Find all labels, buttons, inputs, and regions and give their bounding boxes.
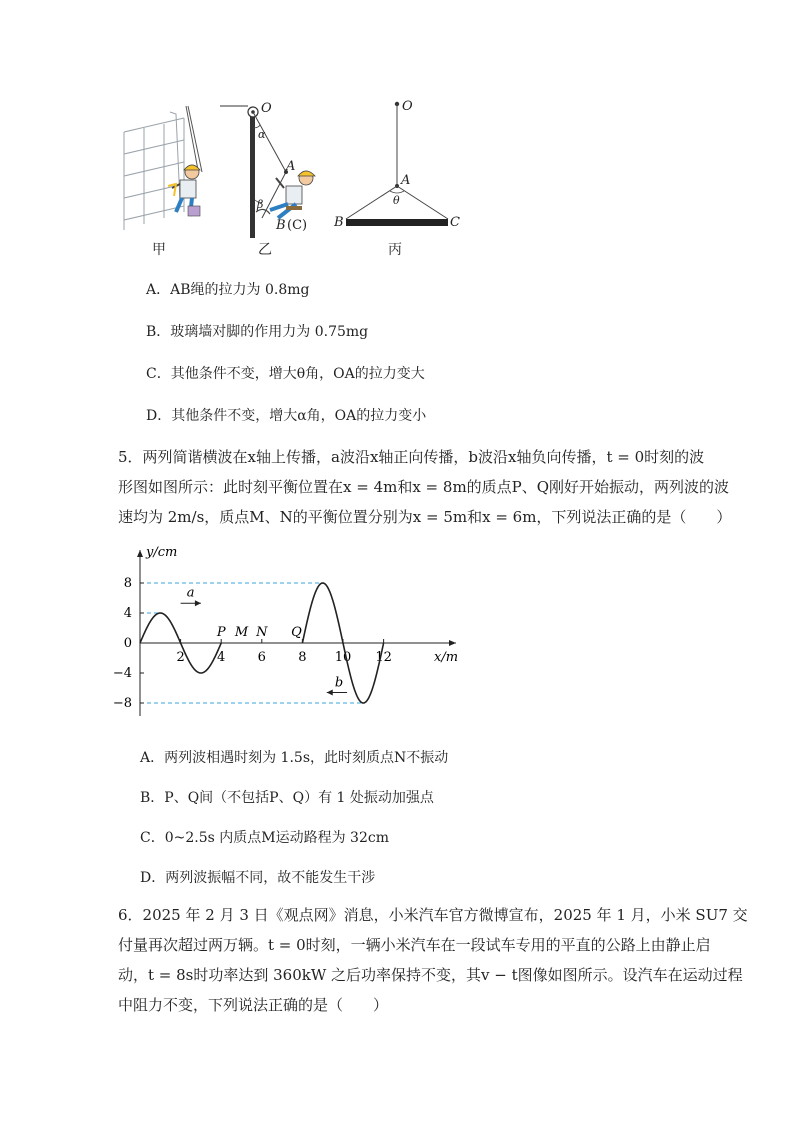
q5-option-c: C．0~2.5s 内质点M运动路程为 32cm <box>140 830 389 846</box>
wave-b-label: b <box>334 675 344 691</box>
figure-yi-BC: (C) <box>287 218 308 233</box>
q5-question <box>118 442 732 532</box>
figure-bing-label: 丙 <box>388 242 402 258</box>
y-tick-label: 0 <box>123 636 132 651</box>
figure-bing-A: A <box>401 173 411 188</box>
x-axis-label: x/m <box>434 650 459 665</box>
x-tick-label: 10 <box>334 650 352 665</box>
q4-figures <box>110 92 480 264</box>
q5-line-2: 形图如图所示：此时刻平衡位置在x = 4m和x = 8m的质点P、Q刚好开始振动，两列波的波 <box>118 478 730 496</box>
y-tick-label: 4 <box>123 606 132 621</box>
q5-option-a: A．两列波相遇时刻为 1.5s，此时刻质点N不振动 <box>140 750 449 766</box>
point-label-Q: Q <box>291 625 302 640</box>
q4-option-b: B．玻璃墙对脚的作用力为 0.75mg <box>146 324 369 340</box>
q5-option-b: B．P、Q间（不包括P、Q）有 1 处振动加强点 <box>140 790 434 806</box>
y-tick-label: −4 <box>112 666 132 681</box>
figure-yi-beta: β <box>257 198 264 211</box>
q5-option-d: D．两列波振幅不同，故不能发生干涉 <box>140 870 376 886</box>
q5-line-3: 速均为 2m/s，质点M、N的平衡位置分别为x = 5m和x = 6m，下列说法正确的是（ ） <box>118 508 732 526</box>
y-tick-label: −8 <box>112 696 132 711</box>
wave-a-arrowhead <box>195 600 201 606</box>
figure-yi-label: 乙 <box>258 242 272 258</box>
x-tick-label: 2 <box>176 650 185 665</box>
q4-option-a: A．AB绳的拉力为 0.8mg <box>146 282 310 298</box>
y-axis-label: y/cm <box>146 545 178 560</box>
figure-yi-A: A <box>286 159 296 174</box>
figure-yi-B: B <box>276 218 286 233</box>
q6-question <box>118 900 748 1020</box>
q6-line-2: 付量再次超过两万辆。t = 0时刻，一辆小米汽车在一段试车专用的平直的公路上由静止启 <box>118 936 711 954</box>
figure-yi-alpha: α <box>258 128 266 141</box>
figure-bing-O: O <box>402 99 413 114</box>
x-tick-label: 12 <box>375 650 392 665</box>
x-axis-arrow <box>449 640 456 646</box>
point-label-P: P <box>216 625 226 640</box>
q4-option-d: D．其他条件不变，增大α角，OA的拉力变小 <box>146 408 427 424</box>
q4-option-c: C．其他条件不变，增大θ角，OA的拉力变大 <box>146 366 425 382</box>
point-label-M: M <box>234 625 249 640</box>
y-tick-label: 8 <box>123 576 132 591</box>
q5-line-1: 5．两列简谐横波在x轴上传播，a波沿x轴正向传播，b波沿x轴负向传播，t = 0时刻的波 <box>118 448 705 466</box>
figure-bing-B: B <box>334 215 344 230</box>
figure-bing-C: C <box>450 215 460 230</box>
x-tick-label: 6 <box>257 650 266 665</box>
x-tick-label: 8 <box>298 650 307 665</box>
wave-b-arrowhead <box>327 690 333 696</box>
wave-a-label: a <box>186 585 195 601</box>
q5-wave-chart <box>110 540 470 725</box>
figure-yi-O: O <box>261 101 272 116</box>
figure-jia-label: 甲 <box>152 242 166 258</box>
x-tick-label: 4 <box>217 650 226 665</box>
q6-line-3: 动，t = 8s时功率达到 360kW 之后功率保持不变，其v − t图像如图所示。设汽车在运动过程 <box>118 966 743 984</box>
q6-line-1: 6．2025 年 2 月 3 日《观点网》消息，小米汽车官方微博宣布，2025 年 1 月，小米 SU7 交 <box>118 906 748 924</box>
y-axis-arrow <box>137 550 143 557</box>
q6-line-4: 中阻力不变，下列说法正确的是（ ） <box>118 996 389 1014</box>
figure-bing <box>346 102 448 226</box>
figure-bing-theta: θ <box>393 194 400 207</box>
point-label-N: N <box>256 625 268 640</box>
